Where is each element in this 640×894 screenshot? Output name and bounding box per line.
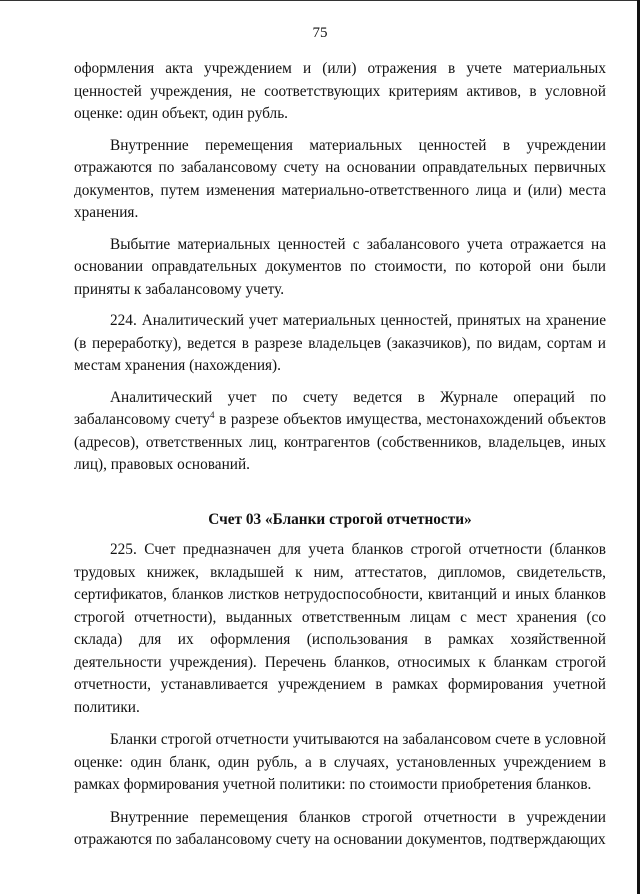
- journal-text-after: в разрезе объектов имущества, местонахождений объектов (адресов), ответственных лиц, контрагентов (собственников, владельцев, иных лиц), правовых оснований.: [74, 411, 607, 473]
- paragraph-224: 224. Аналитический учет материальных ценностей, принятых на хранение (в переработку), ведется в разрезе владельцев (заказчиков), по видам, сортам и местам хранения (нахождения).: [74, 312, 606, 374]
- scan-top-edge: [0, 0, 640, 1]
- paragraph-disposal: Выбытие материальных ценностей с забалансового учета отражается на основании оправдательных документов по стоимости, по которой они были приняты к забалансовому учету.: [74, 235, 606, 298]
- page-number: 75: [312, 25, 328, 41]
- paragraph-225: 225. Счет предназначен для учета бланков строгой отчетности (бланков трудовых книжек, вкладышей к ним, аттестатов, дипломов, свидетельств, сертификатов, бланков листков нетрудоспособности, квитанций и иных бланков строгой отчетности), выданных ответственным лицам с мест хранения (со склада) для их оформления (использования в рамках хозяйственной деятельности учреждения). Перечень бланков, относимых к бланкам строгой отчетности, устанавливается учреждением в рамках формирования учетной политики.: [74, 541, 606, 716]
- paragraph-conditional-valuation: Бланки строгой отчетности учитываются на забалансовом счете в условной оценке: один бланк, один рубль, а в случаях, установленных учреждением в рамках формирования учетной политики: по стоимости приобретения бланков.: [74, 731, 606, 793]
- paragraph-forms-movements: Внутренние перемещения бланков строгой отчетности в учреждении отражаются по забалансовому счету на основании документов, подтверждающих: [74, 808, 606, 848]
- section-heading: Счет 03 «Бланки строгой отчетности»: [208, 510, 472, 528]
- document-body: [74, 58, 606, 852]
- paragraph-internal-movements: Внутренние перемещения материальных ценностей в учреждении отражаются по забалансовому счету на основании оправдательных первичных документов, путем изменения материально-ответственного лица и (или) места хранения.: [74, 136, 606, 221]
- paragraph-analytical-journal: [74, 387, 606, 477]
- journal-text-before: Аналитический учет по счету ведется в Журнале операций по забалансовому счету: [74, 388, 606, 428]
- paragraph-continuation: оформления акта учреждением и (или) отражения в учете материальных ценностей учреждения, не соответствующих критериям активов, в условной оценке: один объект, один рубль.: [74, 60, 606, 122]
- footnote-reference: 4: [210, 409, 215, 420]
